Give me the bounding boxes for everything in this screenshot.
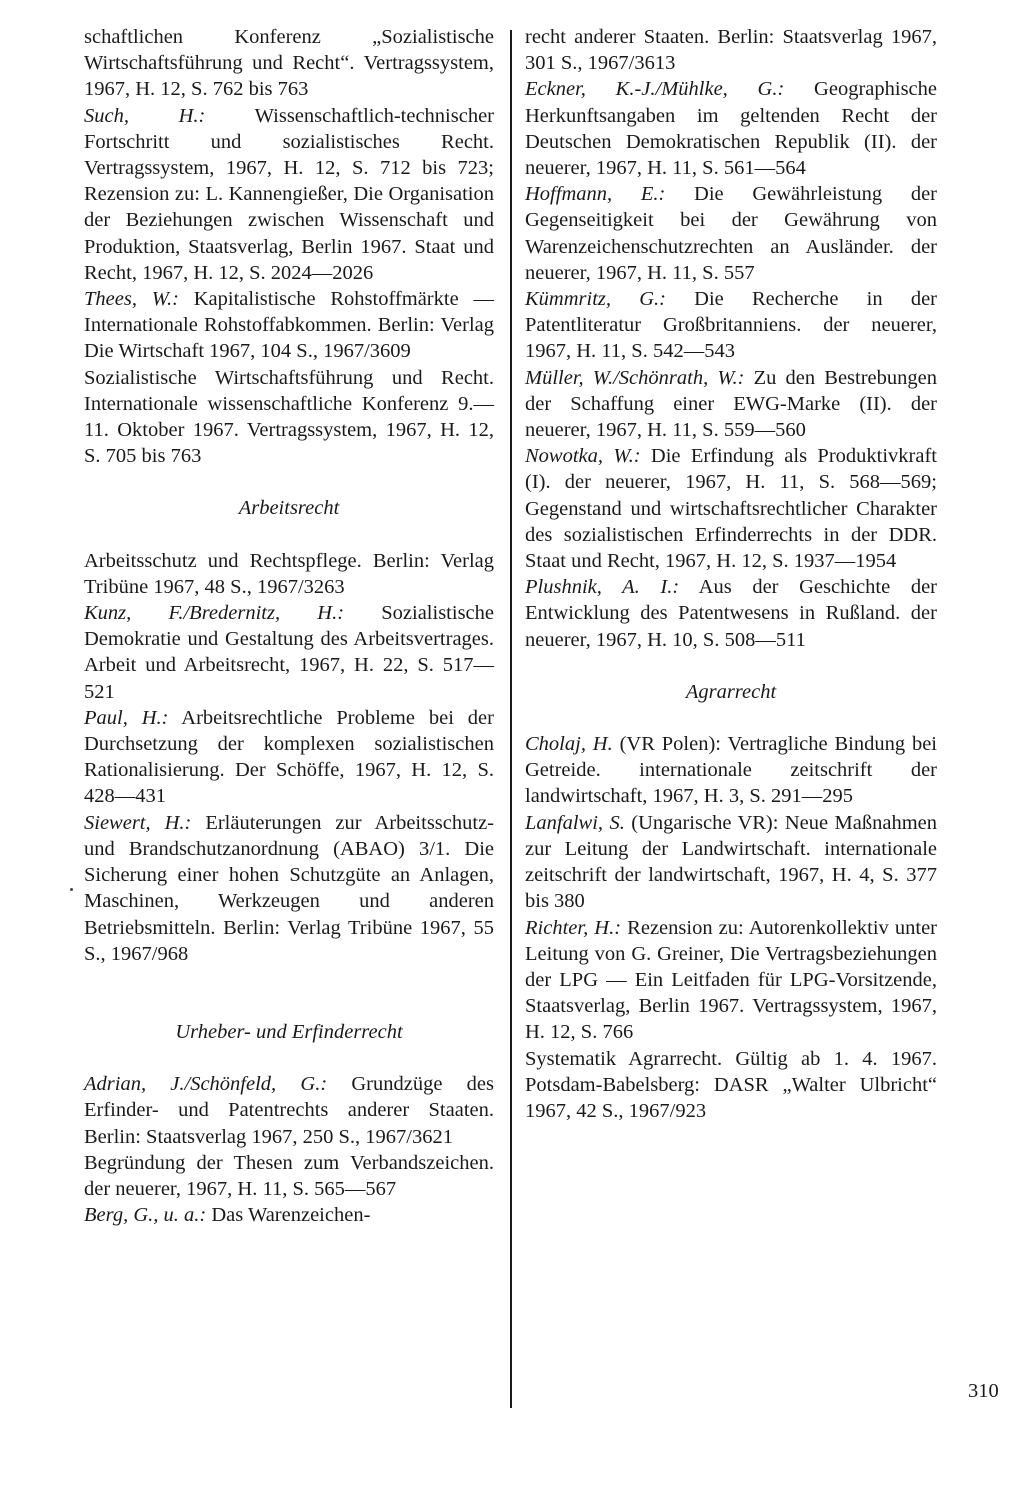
bibliography-entry [84,1150,494,1202]
entry-text: Aus der Geschichte der Entwicklung des Patentwesens in Rußland. der neuerer, 1967, H. 10, S. 508—511 [525,576,937,651]
bibliography-entry [84,1071,494,1150]
entry-text: Sozialistische Demokratie und Gestaltung des Arbeitsvertrages. Arbeit und Arbeitsrecht, 1967, H. 22, S. 517—521 [84,602,494,703]
entry-list [84,24,494,469]
entry-text: Sozialistische Wirtschaftsführung und Recht. Internationale wissenschaftliche Konferenz 9.—11. Oktober 1967. Vertragssystem, 1967, H. 12, S. 705 bis 763 [84,366,494,468]
entry-author: Thees, W.: [84,288,179,311]
entry-text: Das Warenzeichen- [206,1204,371,1227]
entry-text: Die Gewährleistung der Gegenseitigkeit bei der Gewährung von Warenzeichenschutzrechten an Ausländer. der neuerer, 1967, H. 11, S. 557 [525,183,937,284]
entry-author: Richter, H.: [525,916,622,939]
bibliography-entry [525,1046,937,1125]
bibliography-entry [84,286,494,365]
entry-author: Such, H.: [84,104,206,127]
entry-list [525,731,937,1124]
bibliography-entry [84,810,494,967]
bibliography-entry [525,286,937,365]
entry-text: recht anderer Staaten. Berlin: Staatsverlag 1967, 301 S., 1967/3613 [525,26,937,75]
entry-author: Lanfalwi, S. [525,811,625,834]
bibliography-entry [84,600,494,705]
entry-text: Erläuterungen zur Arbeitsschutz- und Brandschutzanordnung (ABAO) 3/1. Die Sicherung einer hohen Schutzgüte an Anlagen, Maschinen, Werkzeugen und anderen Betriebsmitteln. Berlin: Verlag Tribüne 1967, 55 S., 1967/968 [84,811,494,965]
page-number: 310 [968,1380,999,1402]
entry-text: Begründung der Thesen zum Verbandszeichen. der neuerer, 1967, H. 11, S. 565—567 [84,1151,494,1200]
entry-author: Müller, W./Schönrath, W.: [525,366,745,389]
entry-text: Rezension zu: Autorenkollektiv unter Leitung von G. Greiner, Die Vertragsbeziehungen der LPG — Ein Leitfaden für LPG-Vorsitzende, Staatsverlag, Berlin 1967. Vertragssystem, 1967, H. 12, S. 766 [525,916,937,1044]
entry-text: (VR Polen): Vertragliche Bindung bei Getreide. internationale zeitschrift der landwirtschaft, 1967, H. 3, S. 291—295 [525,733,938,808]
entry-author: Plushnik, A. I.: [525,576,680,599]
right-column [525,24,937,1124]
entry-author: Hoffmann, E.: [525,183,666,206]
entry-list [84,1071,494,1228]
entry-list [84,548,494,967]
bibliography-entry [525,810,937,915]
bibliography-entry [525,76,937,181]
entry-author: Berg, G., u. a.: [84,1204,207,1227]
bibliography-entry [84,103,494,286]
bibliography-entry [525,915,937,1046]
entry-text: Geographische Herkunftsangaben im geltenden Recht der Deutschen Demokratischen Republik (II). der neuerer, 1967, H. 11, S. 561—564 [525,78,937,180]
entry-text: Zu den Bestrebungen der Schaffung einer EWG-Marke (II). der neuerer, 1967, H. 11, S. 559—560 [525,366,937,442]
entry-author: Cholaj, H. [525,733,613,756]
entry-text: Grundzüge des Erfinder- und Patentrechts anderer Staaten. Berlin: Staatsverlag 1967, 250 S., 1967/3621 [84,1073,494,1148]
entry-text: Die Recherche in der Patentliteratur Großbritanniens. der neuerer, 1967, H. 11, S. 542—543 [525,288,937,363]
section-heading-arbeitsrecht: Arbeitsrecht [238,497,340,520]
entry-text: Arbeitsschutz und Rechtspflege. Berlin: Verlag Tribüne 1967, 48 S., 1967/3263 [84,549,494,598]
entry-text: Kapitalistische Rohstoffmärkte — Internationale Rohstoffabkommen. Berlin: Verlag Die Wirtschaft 1967, 104 S., 1967/3609 [84,288,494,363]
bibliography-entry [84,24,494,103]
bibliography-entry [525,731,937,810]
bibliography-entry [84,1202,494,1228]
entry-author: Paul, H.: [84,706,169,729]
entry-text: (Ungarische VR): Neue Maßnahmen zur Leitung der Landwirtschaft. internationale zeitschrift der landwirtschaft, 1967, H. 4, S. 377 bis 380 [525,811,937,913]
entry-list [525,24,937,653]
bibliography-entry [525,365,937,444]
section-heading-urheber: Urheber- und Erfinderrecht [175,1020,403,1043]
bibliography-entry [525,574,937,653]
column-divider [510,30,512,1408]
entry-text: schaftlichen Konferenz „Sozialistische Wirtschaftsführung und Recht“. Vertragssystem, 1967, H. 12, S. 762 bis 763 [84,26,494,101]
entry-author: Kümmritz, G.: [525,288,666,311]
bibliography-entry [84,705,494,810]
print-speck [70,888,73,891]
bibliography-entry [84,548,494,600]
bibliography-entry [525,24,937,76]
entry-text: Die Erfindung als Produktivkraft (I). der neuerer, 1967, H. 11, S. 568—569; Gegenstand und wirtschaftsrechtlicher Charakter des sozialistischen Erfinderrechts in der DDR. Staat und Recht, 1967, H. 12, S. 1937—1954 [525,445,938,573]
entry-text: Systematik Agrarrecht. Gültig ab 1. 4. 1967. Potsdam-Babelsberg: DASR „Walter Ulbricht“ 1967, 42 S., 1967/923 [525,1047,937,1122]
bibliography-entry [84,365,494,470]
bibliography-entry [525,181,937,286]
entry-text: Arbeitsrechtliche Probleme bei der Durchsetzung der komplexen sozialistischen Rationalisierung. Der Schöffe, 1967, H. 12, S. 428—431 [84,706,494,808]
entry-author: Siewert, H.: [84,811,192,834]
bibliography-entry [525,443,937,574]
entry-author: Adrian, J./Schönfeld, G.: [84,1073,328,1096]
entry-author: Eckner, K.-J./Mühlke, G.: [525,78,785,101]
left-column [84,24,494,1228]
entry-author: Kunz, F./Bredernitz, H.: [84,602,345,625]
entry-author: Nowotka, W.: [525,445,641,468]
entry-text: Wissenschaftlich-technischer Fortschritt und sozialistisches Recht. Vertragssystem, 1967, H. 12, S. 712 bis 723; Rezension zu: L. Kannengießer, Die Organisation der Beziehungen zwischen Wissenschaft und Produktion, Staatsverlag, Berlin 1967. Staat und Recht, 1967, H. 12, S. 2024—2026 [84,104,494,284]
section-heading-agrarrecht: Agrarrecht [685,680,777,703]
